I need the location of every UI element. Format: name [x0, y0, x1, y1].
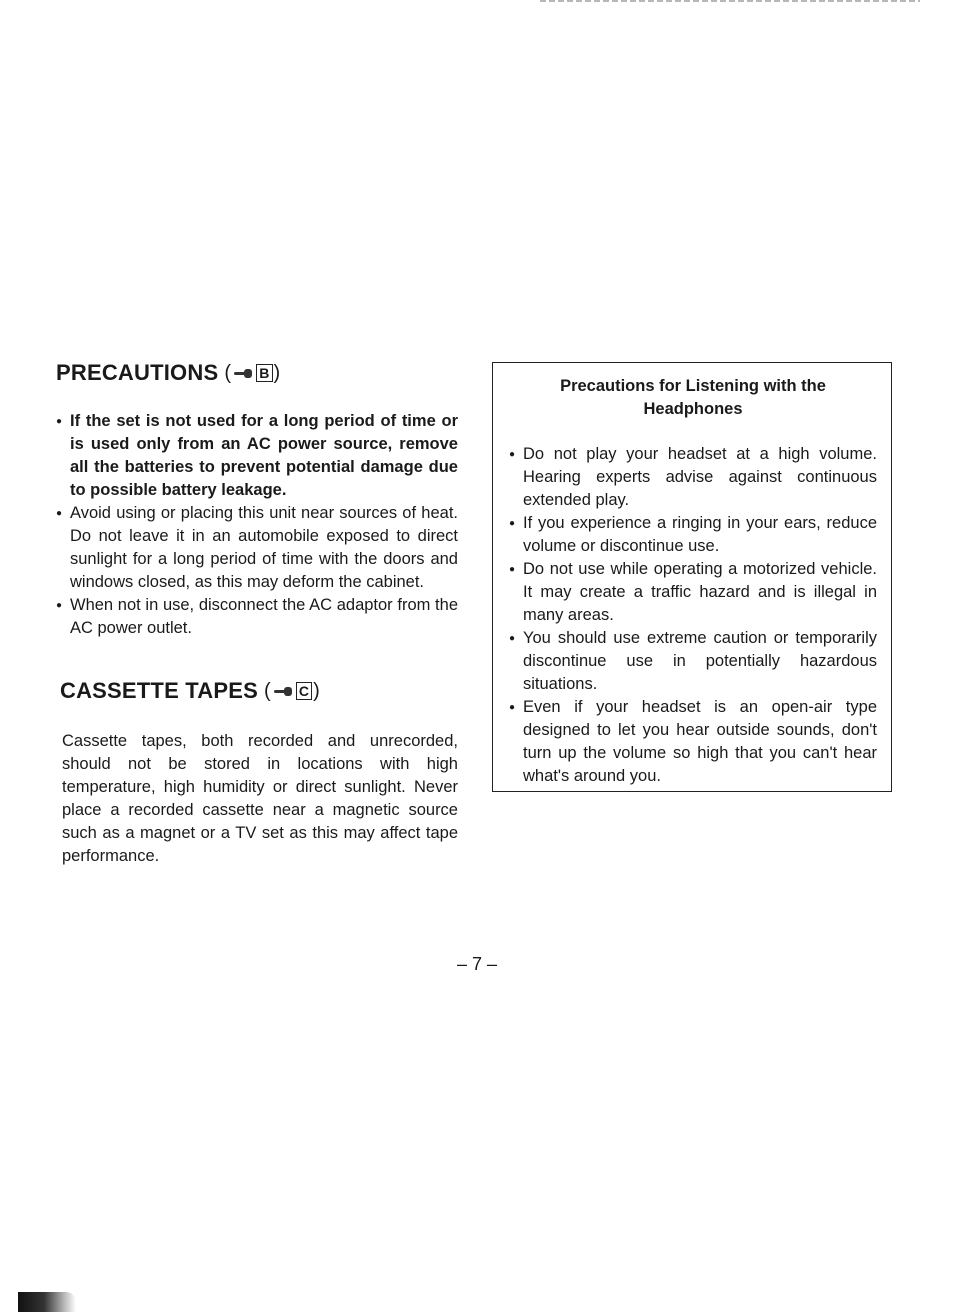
- list-item: ● Even if your headset is an open-air type designed to let you hear outside sounds, don't turn up the volume so high that you can't hear what's around you.: [509, 696, 877, 788]
- precautions-heading: [56, 360, 458, 386]
- headphones-list: [509, 443, 877, 788]
- cassette-title: CASSETTE TAPES: [60, 678, 258, 703]
- top-edge-rule: [540, 0, 920, 2]
- ref-close-paren: ): [313, 679, 321, 702]
- scan-corner-smudge: [18, 1292, 76, 1312]
- list-item: ● When not in use, disconnect the AC adaptor from the AC power outlet.: [56, 594, 458, 640]
- left-column: [56, 360, 458, 868]
- headphones-precautions-box: [492, 362, 892, 792]
- precautions-title: PRECAUTIONS: [56, 360, 219, 385]
- page-number: – 7 –: [456, 954, 498, 974]
- list-item: ● You should use extreme caution or temporarily discontinue use in potentially hazardous situations.: [509, 627, 877, 696]
- cassette-heading: [60, 678, 458, 704]
- section-spacer: [56, 640, 458, 678]
- list-item: ● Do not play your headset at a high volume. Hearing experts advise against continuous extended play.: [509, 443, 877, 512]
- ref-close-paren: ): [273, 361, 281, 384]
- cassette-paragraph: Cassette tapes, both recorded and unrecorded, should not be stored in locations with high temperature, high humidity or direct sunlight. Never place a recorded cassette near a magnetic source such as a magnet or a TV set as this may affect tape performance.: [62, 732, 458, 865]
- cassette-reference: [264, 680, 320, 703]
- list-item: ● If the set is not used for a long period of time or is used only from an AC power source, remove all the batteries to prevent potential damage due to possible battery leakage.: [56, 410, 458, 502]
- headphones-title: Precautions for Listening with the Headphones: [560, 377, 826, 418]
- precautions-reference: [224, 362, 280, 385]
- list-item: ● Avoid using or placing this unit near sources of heat. Do not leave it in an automobile exposed to direct sunlight for a long period of time with the doors and windows closed, as this may deform the cabinet.: [56, 502, 458, 594]
- list-item: ● If you experience a ringing in your ears, reduce volume or discontinue use.: [509, 512, 877, 558]
- precautions-list: [56, 410, 458, 640]
- ref-letter-box: B: [256, 364, 272, 382]
- pointing-hand-icon: [233, 369, 253, 378]
- ref-letter-box: C: [296, 682, 312, 700]
- ref-open-paren: (: [224, 361, 232, 384]
- ref-open-paren: (: [263, 679, 271, 702]
- list-item: ● Do not use while operating a motorized vehicle. It may create a traffic hazard and is illegal in many areas.: [509, 558, 877, 627]
- pointing-hand-icon: [273, 687, 293, 696]
